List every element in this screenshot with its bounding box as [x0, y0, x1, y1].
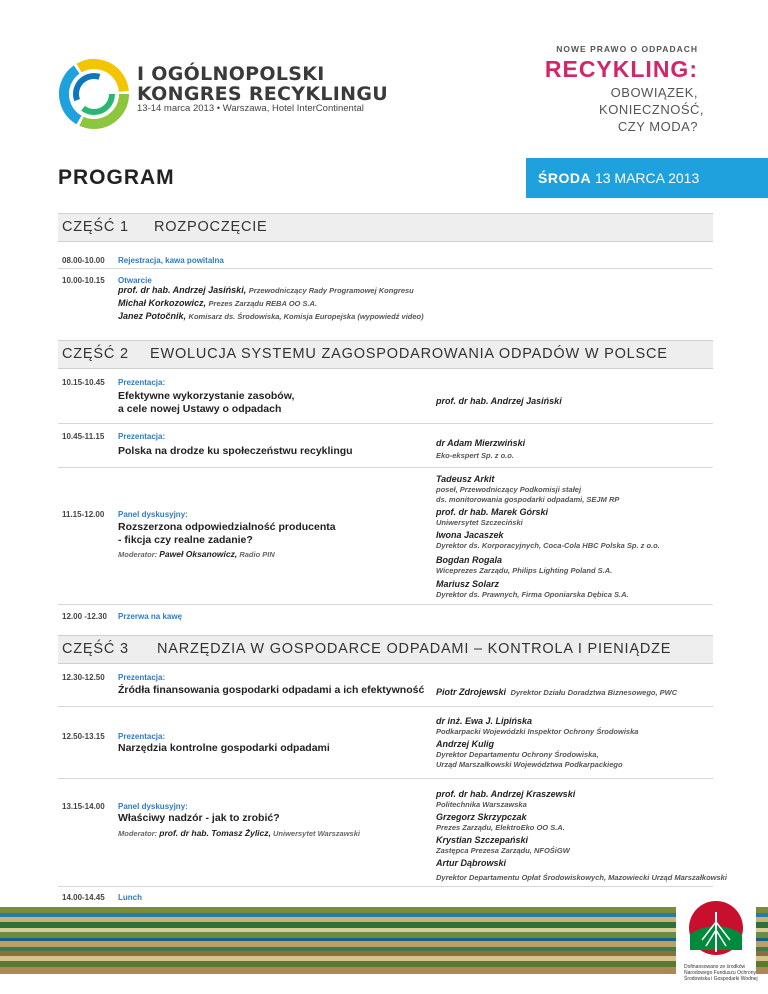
talk-title: Źródła finansowania gospodarki odpadami a ich efektywność [118, 684, 425, 696]
panelist-affiliation: Zastępca Prezesa Zarządu, NFOŚiGW [436, 846, 570, 855]
day-label: ŚRODA [538, 170, 592, 186]
speaker-name: prof. dr hab. Andrzej Jasiński [436, 396, 562, 406]
panelist-affiliation: Uniwersytet Szczeciński [436, 518, 523, 527]
speaker-line: Janez Potočnik, Komisarz ds. Środowiska, Komisja Europejska (wypowiedź video) [118, 311, 424, 321]
session-label: Panel dyskusyjny: [118, 510, 188, 519]
program-title: PROGRAM [58, 166, 175, 189]
session-label: Przerwa na kawę [118, 612, 183, 621]
speaker-line: prof. dr hab. Andrzej Jasiński, Przewodniczący Rady Programowej Kongresu [118, 285, 414, 295]
panelist-name: prof. dr hab. Marek Górski [436, 507, 549, 517]
time-slot: 10.00-10.15 [62, 276, 105, 285]
panelist-affiliation: Dyrektor ds. Korporacyjnych, Coca-Cola HBC Polska Sp. z o.o. [436, 541, 660, 550]
talk-title: Narzędzia kontrolne gospodarki odpadami [118, 742, 330, 754]
time-slot: 10.15-10.45 [62, 378, 105, 387]
panelist-name: Krystian Szczepański [436, 835, 529, 845]
nfosigw-caption: Dofinansowano ze środków Narodowego Funduszu Ochrony Środowiska i Gospodarki Wodnej [684, 964, 758, 982]
panelist-affiliation: Dyrektor Departamentu Opłat Środowiskowych, Mazowiecki Urząd Marszałkowski [436, 873, 727, 882]
talk-title: Efektywne wykorzystanie zasobów, a cele nowej Ustawy o odpadach [118, 390, 295, 415]
section-title: EWOLUCJA SYSTEMU ZAGOSPODAROWANIA ODPADÓW W POLSCE [150, 346, 668, 362]
congress-subtitle: 13-14 marca 2013 • Warszawa, Hotel InterContinental [137, 103, 364, 114]
divider [58, 268, 713, 269]
section-number: CZĘŚĆ 1 [62, 219, 129, 235]
session-label: Prezentacja: [118, 432, 166, 441]
panelist-affiliation: Prezes Zarządu, ElektroEko OO S.A. [436, 823, 565, 832]
time-slot: 13.15-14.00 [62, 802, 105, 811]
talk-title: Rozszerzona odpowiedzialność producenta - fikcja czy realne zadanie? [118, 521, 336, 546]
divider [58, 423, 713, 424]
panelist-affiliation: Wiceprezes Zarządu, Philips Lighting Poland S.A. [436, 566, 613, 575]
divider [58, 706, 713, 707]
section-bar [58, 635, 713, 664]
session-label: Prezentacja: [118, 673, 166, 682]
divider [58, 886, 713, 887]
panelist-name: Tadeusz Arkit [436, 474, 495, 484]
session-label: Prezentacja: [118, 378, 166, 387]
panelist-affiliation: Podkarpacki Wojewódzki Inspektor Ochrony Środowiska [436, 727, 639, 736]
panelist-name: Andrzej Kulig [436, 739, 494, 749]
panelist-name: prof. dr hab. Andrzej Kraszewski [436, 789, 576, 799]
time-slot: 08.00-10.00 [62, 256, 105, 265]
panelist-affiliation: Politechnika Warszawska [436, 800, 527, 809]
section-title: ROZPOCZĘCIE [154, 219, 268, 235]
talk-title: Polska na drodze ku społeczeństwu recyklingu [118, 445, 353, 457]
date-box [526, 158, 768, 198]
moderator-line: Moderator: Paweł Oksanowicz, Radio PIN [118, 549, 275, 559]
panelist-affiliation: Dyrektor Departamentu Ochrony Środowiska, Urząd Marszałkowski Województwa Podkarpackiego [436, 750, 623, 769]
section-bar [58, 213, 713, 242]
time-slot: 12.50-13.15 [62, 732, 105, 741]
panelist-name: Iwona Jacaszek [436, 530, 504, 540]
recykling-title: RECYKLING: [544, 56, 698, 82]
tagline: OBOWIĄZEK, KONIECZNOŚĆ, CZY MODA? [599, 85, 704, 134]
section-bar [58, 340, 713, 369]
panelist-affiliation: Dyrektor ds. Prawnych, Firma Oponiarska Dębica S.A. [436, 590, 629, 599]
congress-logo-icon [55, 55, 133, 133]
session-label: Prezentacja: [118, 732, 166, 741]
time-slot: 10.45-11.15 [62, 432, 105, 441]
divider [58, 467, 713, 468]
moderator-line: Moderator: prof. dr hab. Tomasz Żylicz, Uniwersytet Warszawski [118, 828, 360, 838]
speaker-line: Michał Korkozowicz, Prezes Zarządu REBA OO S.A. [118, 298, 318, 308]
session-label: Panel dyskusyjny: [118, 802, 188, 811]
nowe-prawo-label: NOWE PRAWO O ODPADACH [556, 44, 698, 54]
panelist-affiliation: poseł, Przewodniczący Podkomisji stałej ds. monitorowania gospodarki odpadami, SEJM RP [436, 485, 620, 504]
section-number: CZĘŚĆ 2 [62, 346, 129, 362]
session-label: Rejestracja, kawa powitalna [118, 256, 224, 265]
panelist-name: Mariusz Solarz [436, 579, 500, 589]
section-number: CZĘŚĆ 3 [62, 641, 129, 657]
divider [58, 604, 713, 605]
panelist-name: Artur Dąbrowski [436, 858, 507, 868]
speaker-affiliation: Eko-ekspert Sp. z o.o. [436, 451, 514, 460]
time-slot: 12.30-12.50 [62, 673, 105, 682]
divider [58, 778, 713, 779]
time-slot: 14.00-14.45 [62, 893, 105, 902]
nfosigw-logo-icon [676, 898, 756, 960]
session-label: Lunch [118, 893, 142, 902]
speaker-line: Piotr Zdrojewski Dyrektor Działu Doradztwa Biznesowego, PWC [436, 687, 678, 697]
time-slot: 12.00 -12.30 [62, 612, 107, 621]
time-slot: 11.15-12.00 [62, 510, 105, 519]
date-label: 13 MARCA 2013 [594, 170, 700, 186]
decorative-stripes [0, 907, 768, 974]
congress-title: I OGÓLNOPOLSKI KONGRES RECYKLINGU [137, 63, 388, 105]
panelist-name: Grzegorz Skrzypczak [436, 812, 527, 822]
panelist-name: dr inż. Ewa J. Lipińska [436, 716, 533, 726]
panelist-name: Bogdan Rogala [436, 555, 503, 565]
section-title: NARZĘDZIA W GOSPODARCE ODPADAMI – KONTROLA I PIENIĄDZE [157, 641, 672, 657]
session-label: Otwarcie [118, 276, 152, 285]
speaker-name: dr Adam Mierzwiński [436, 438, 526, 448]
talk-title: Właściwy nadzór - jak to zrobić? [118, 812, 280, 824]
